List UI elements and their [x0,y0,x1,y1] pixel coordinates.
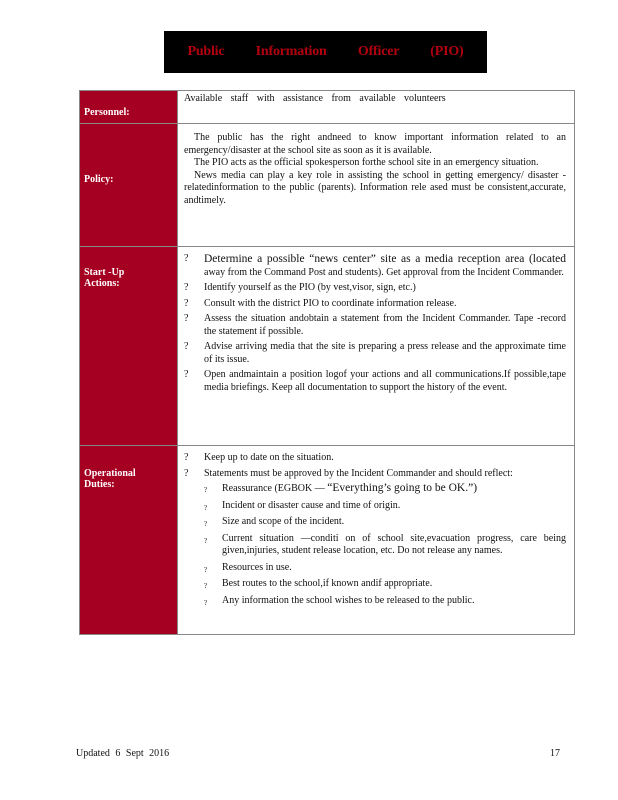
operational-content [178,446,575,635]
list-item [184,452,566,465]
operational-row [80,446,575,635]
personnel-label-cell [80,91,178,124]
personnel-row [80,91,575,124]
item-text: Keep up to date on the situation. [204,452,334,463]
list-item [184,313,566,338]
bullet-marker: ? [184,369,189,380]
subitem-text: Any information the school wishes to be released to the public. [222,594,475,606]
item-text: Advise arriving media that the site is preparing a press release and the approximate time of its issue. [204,341,566,365]
pio-table [79,90,575,635]
operational-label-cell [80,446,178,635]
policy-paragraph: News media can play a key role in assisting the school in getting emergency/ disaster -relatedinformation to the public (parents). Information rele ased must be consistent,accurate, andtimely. [184,169,566,206]
page-title: Public Information Officer (PIO) [187,44,464,59]
list-item [184,298,566,311]
startup-label-cell [80,247,178,446]
startup-label: Start -Up Actions: [84,267,125,289]
sublist-item [204,533,566,558]
sub-bullet-marker: ? [204,503,208,512]
subitem-quote: “Everything’s going to be OK.”) [327,482,478,494]
subitem-text: Resources in use. [222,561,292,573]
statement-sublist [204,482,566,607]
subitem-text: Incident or disaster cause and time of origin. [222,499,401,511]
bullet-marker: ? [184,313,189,324]
sub-bullet-marker: ? [204,536,208,545]
item-text: Identify yourself as the PIO (by vest,visor, sign, etc.) [204,282,416,293]
sublist-item [204,500,566,513]
policy-paragraph: The public has the right andneed to know important information related to an emergency/disaster at the school site as soon as it is available. [184,132,566,156]
bullet-marker: ? [184,467,189,479]
policy-paragraph: The PIO acts as the official spokesperson forthe school site in an emergency situation. [194,157,539,168]
sub-bullet-marker: ? [204,486,208,494]
list-item [184,341,566,366]
startup-content [178,247,575,446]
operational-label: Operational Duties: [84,468,136,490]
bullet-marker: ? [184,282,189,293]
item-lead: Determine a possible “news center” site as a media reception area (located [204,253,566,265]
item-text: Open andmaintain a position logof your actions and all communications.If possible,tape media briefings. Keep all documentation to support the history of the event. [204,369,566,393]
subitem-text: Size and scope of the incident. [222,516,345,527]
list-item [184,282,566,295]
list-item [184,468,566,608]
list-item [184,253,566,279]
subitem-text: Current situation —conditi on of school site,evacuation progress, care being given,injuries, student release location, etc. Do not release any names. [222,532,566,556]
bullet-marker: ? [184,297,189,309]
subitem-text: Best routes to the school,if known andif appropriate. [222,578,433,589]
item-text: Statements must be approved by the Incident Commander and should reflect: [204,467,513,479]
policy-content [178,124,575,247]
item-text: away from the Command Post and students). Get approval from the Incident Commander. [204,266,564,278]
list-item [184,369,566,394]
operational-list [184,452,566,607]
policy-label: Policy: [84,174,114,185]
startup-list [184,253,566,394]
personnel-label: Personnel: [84,107,130,118]
sub-bullet-marker: ? [204,520,208,528]
startup-row [80,247,575,446]
bullet-marker: ? [184,341,189,352]
page-number: 17 [550,748,560,759]
sub-bullet-marker: ? [204,565,208,574]
title-banner [164,31,487,73]
item-text: Consult with the district PIO to coordinate information release. [204,297,457,309]
bullet-marker: ? [184,452,189,463]
personnel-text: Available staff with assistance from available volunteers [184,93,446,104]
sublist-item [204,482,566,496]
sub-bullet-marker: ? [204,582,208,590]
bullet-marker: ? [184,253,189,264]
sublist-item [204,595,566,608]
policy-label-cell [80,124,178,247]
sub-bullet-marker: ? [204,598,208,607]
personnel-content [178,91,575,124]
sublist-item [204,516,566,529]
item-text: Assess the situation andobtain a statement from the Incident Commander. Tape -record the statement if possible. [204,313,566,337]
sublist-item [204,578,566,591]
subitem-text: Reassurance (EGBOK — [222,483,328,494]
sublist-item [204,562,566,575]
footer-updated: Updated 6 Sept 2016 [76,748,170,759]
policy-row [80,124,575,247]
